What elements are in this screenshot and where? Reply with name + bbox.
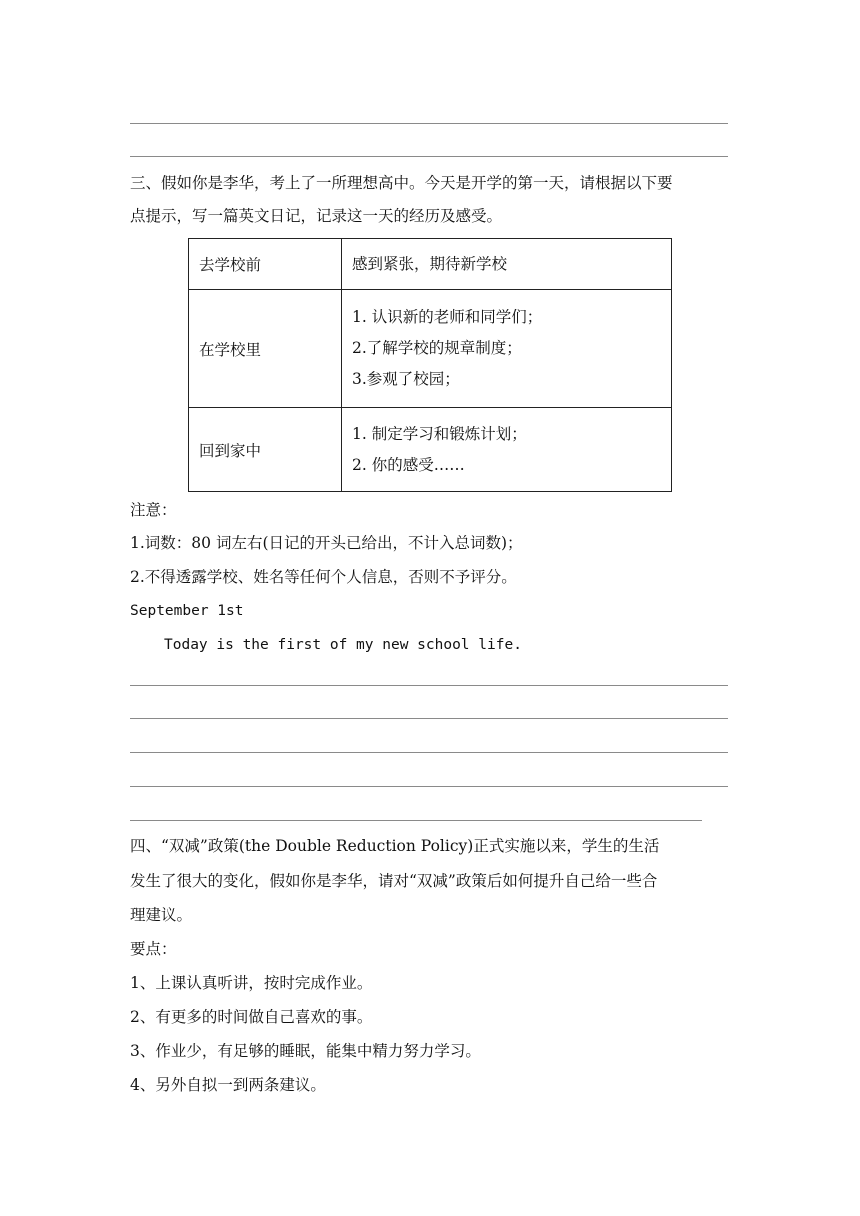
answer-line: [130, 786, 728, 787]
table-row: [189, 239, 672, 290]
answer-line: [130, 123, 728, 124]
section3-prompt-line2: 点提示，写一篇英文日记，记录这一天的经历及感受。: [130, 207, 503, 225]
table-content-cell: [342, 290, 672, 408]
note-privacy: 2.不得透露学校、姓名等任何个人信息，否则不予评分。: [130, 568, 517, 586]
table-item: 1. 认识新的老师和同学们；: [352, 308, 543, 326]
point-item: 1、上课认真听讲，按时完成作业。: [130, 974, 373, 992]
answer-line: [130, 820, 702, 821]
table-stage-cell: 在学校里: [189, 290, 342, 408]
table-row: [189, 290, 672, 408]
answer-line: [130, 685, 728, 686]
table-content-cell: [342, 239, 672, 290]
diary-date: September 1st: [130, 603, 244, 619]
table-stage-cell: 去学校前: [189, 239, 342, 290]
section4-prompt-line1: 四、“双减”政策(the Double Reduction Policy)正式实施以来，学生的生活: [130, 837, 660, 855]
task-table: [188, 238, 672, 492]
point-item: 4、另外自拟一到两条建议。: [130, 1076, 326, 1094]
section4-prompt-line3: 理建议。: [130, 906, 193, 924]
section4-prompt-line2: 发生了很大的变化，假如你是李华，请对“双减”政策后如何提升自己给一些合: [130, 872, 658, 890]
points-heading: 要点：: [130, 940, 177, 958]
table-row: [189, 408, 672, 492]
table-item: 1. 制定学习和锻炼计划；: [352, 424, 527, 443]
answer-line: [130, 718, 728, 719]
note-word-count: 1.词数：80 词左右(日记的开头已给出，不计入总词数)；: [130, 534, 523, 552]
table-item: 2. 你的感受……: [352, 455, 465, 474]
diary-opening: Today is the first of my new school life.: [164, 637, 522, 653]
point-item: 3、作业少，有足够的睡眠，能集中精力努力学习。: [130, 1042, 481, 1060]
notes-heading: 注意：: [130, 501, 177, 519]
point-item: 2、有更多的时间做自己喜欢的事。: [130, 1008, 373, 1026]
answer-line: [130, 156, 728, 157]
table-item: 2.了解学校的规章制度；: [352, 339, 522, 357]
table-stage-cell: 回到家中: [189, 408, 342, 492]
section3-prompt-line1: 三、假如你是李华，考上了一所理想高中。今天是开学的第一天，请根据以下要: [130, 174, 673, 192]
table-item: 感到紧张，期待新学校: [352, 254, 508, 273]
answer-line: [130, 752, 728, 753]
table-content-cell: [342, 408, 672, 492]
table-item: 3.参观了校园；: [352, 370, 460, 388]
